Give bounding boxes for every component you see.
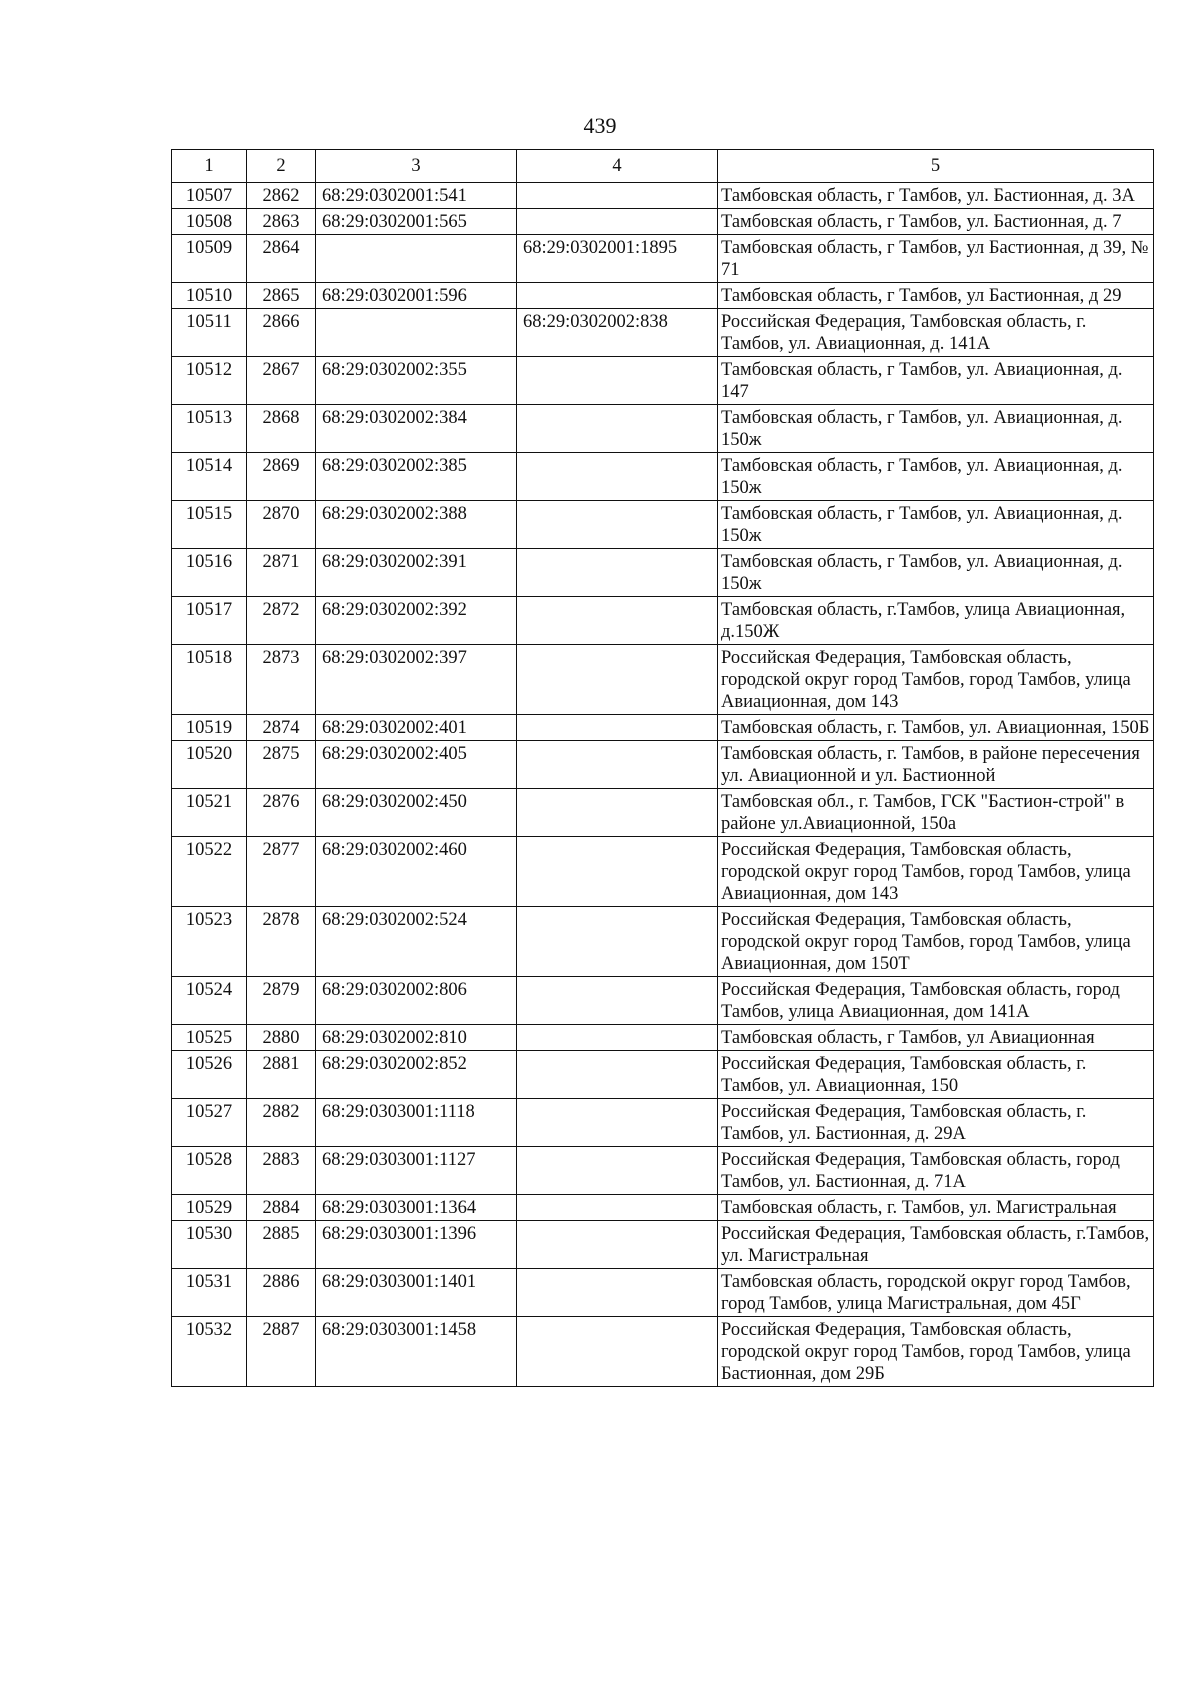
address-cell: Тамбовская область, г Тамбов, ул. Авиационная, д. 150ж bbox=[718, 405, 1154, 453]
cadastral-number-cell: 68:29:0302002:405 bbox=[316, 741, 517, 789]
address-cell: Российская Федерация, Тамбовская область, городской округ город Тамбов, город Тамбов, улица Бастионная, дом 29Б bbox=[718, 1317, 1154, 1387]
cadastral-number-alt-cell bbox=[517, 549, 718, 597]
index-cell: 2887 bbox=[247, 1317, 316, 1387]
index-cell: 2875 bbox=[247, 741, 316, 789]
table-row bbox=[172, 645, 1154, 715]
record-number-cell: 10527 bbox=[172, 1099, 247, 1147]
table-row bbox=[172, 1147, 1154, 1195]
address-cell: Российская Федерация, Тамбовская область, г. Тамбов, ул. Бастионная, д. 29А bbox=[718, 1099, 1154, 1147]
cadastral-number-alt-cell bbox=[517, 597, 718, 645]
cadastral-number-alt-cell bbox=[517, 1051, 718, 1099]
column-header: 2 bbox=[247, 150, 316, 183]
address-cell: Российская Федерация, Тамбовская область, г. Тамбов, ул. Авиационная, д. 141А bbox=[718, 309, 1154, 357]
index-cell: 2863 bbox=[247, 209, 316, 235]
table-row bbox=[172, 837, 1154, 907]
index-cell: 2862 bbox=[247, 183, 316, 209]
index-cell: 2866 bbox=[247, 309, 316, 357]
index-cell: 2867 bbox=[247, 357, 316, 405]
address-cell: Тамбовская область, г. Тамбов, в районе пересечения ул. Авиационной и ул. Бастионной bbox=[718, 741, 1154, 789]
address-cell: Российская Федерация, Тамбовская область, город Тамбов, улица Авиационная, дом 141А bbox=[718, 977, 1154, 1025]
record-number-cell: 10521 bbox=[172, 789, 247, 837]
index-cell: 2886 bbox=[247, 1269, 316, 1317]
cadastral-number-alt-cell bbox=[517, 1147, 718, 1195]
record-number-cell: 10529 bbox=[172, 1195, 247, 1221]
cadastral-number-alt-cell bbox=[517, 209, 718, 235]
cadastral-number-alt-cell bbox=[517, 977, 718, 1025]
record-number-cell: 10524 bbox=[172, 977, 247, 1025]
cadastral-number-cell: 68:29:0303001:1458 bbox=[316, 1317, 517, 1387]
cadastral-number-cell: 68:29:0302002:391 bbox=[316, 549, 517, 597]
record-number-cell: 10532 bbox=[172, 1317, 247, 1387]
record-number-cell: 10517 bbox=[172, 597, 247, 645]
cadastral-number-cell: 68:29:0302002:385 bbox=[316, 453, 517, 501]
record-number-cell: 10518 bbox=[172, 645, 247, 715]
record-number-cell: 10520 bbox=[172, 741, 247, 789]
cadastral-number-cell: 68:29:0303001:1364 bbox=[316, 1195, 517, 1221]
registry-table bbox=[171, 149, 1154, 1387]
cadastral-number-cell bbox=[316, 235, 517, 283]
cadastral-number-cell: 68:29:0303001:1118 bbox=[316, 1099, 517, 1147]
cadastral-number-cell: 68:29:0302002:397 bbox=[316, 645, 517, 715]
cadastral-number-cell: 68:29:0302002:355 bbox=[316, 357, 517, 405]
record-number-cell: 10513 bbox=[172, 405, 247, 453]
index-cell: 2877 bbox=[247, 837, 316, 907]
cadastral-number-cell: 68:29:0302002:852 bbox=[316, 1051, 517, 1099]
cadastral-number-cell: 68:29:0302001:541 bbox=[316, 183, 517, 209]
index-cell: 2872 bbox=[247, 597, 316, 645]
table-row bbox=[172, 501, 1154, 549]
record-number-cell: 10522 bbox=[172, 837, 247, 907]
cadastral-number-alt-cell bbox=[517, 501, 718, 549]
index-cell: 2882 bbox=[247, 1099, 316, 1147]
address-cell: Российская Федерация, Тамбовская область, г. Тамбов, ул. Авиационная, 150 bbox=[718, 1051, 1154, 1099]
address-cell: Тамбовская область, г Тамбов, ул Авиационная bbox=[718, 1025, 1154, 1051]
record-number-cell: 10515 bbox=[172, 501, 247, 549]
cadastral-number-cell: 68:29:0303001:1401 bbox=[316, 1269, 517, 1317]
cadastral-number-cell: 68:29:0302002:392 bbox=[316, 597, 517, 645]
table-row bbox=[172, 715, 1154, 741]
cadastral-number-cell: 68:29:0302002:384 bbox=[316, 405, 517, 453]
address-cell: Тамбовская область, г Тамбов, ул. Авиационная, д. 150ж bbox=[718, 453, 1154, 501]
index-cell: 2876 bbox=[247, 789, 316, 837]
record-number-cell: 10511 bbox=[172, 309, 247, 357]
index-cell: 2868 bbox=[247, 405, 316, 453]
cadastral-number-cell: 68:29:0302002:401 bbox=[316, 715, 517, 741]
table-row bbox=[172, 977, 1154, 1025]
index-cell: 2883 bbox=[247, 1147, 316, 1195]
index-cell: 2873 bbox=[247, 645, 316, 715]
table-row bbox=[172, 549, 1154, 597]
table-row bbox=[172, 209, 1154, 235]
address-cell: Тамбовская область, г.Тамбов, улица Авиационная, д.150Ж bbox=[718, 597, 1154, 645]
address-cell: Тамбовская область, г. Тамбов, ул. Магистральная bbox=[718, 1195, 1154, 1221]
index-cell: 2874 bbox=[247, 715, 316, 741]
table-row bbox=[172, 453, 1154, 501]
table-row bbox=[172, 1051, 1154, 1099]
cadastral-number-cell: 68:29:0302001:565 bbox=[316, 209, 517, 235]
address-cell: Тамбовская область, г Тамбов, ул Бастионная, д 39, № 71 bbox=[718, 235, 1154, 283]
address-cell: Тамбовская область, г Тамбов, ул. Авиационная, д. 150ж bbox=[718, 549, 1154, 597]
record-number-cell: 10531 bbox=[172, 1269, 247, 1317]
cadastral-number-cell: 68:29:0302001:596 bbox=[316, 283, 517, 309]
column-header: 5 bbox=[718, 150, 1154, 183]
index-cell: 2881 bbox=[247, 1051, 316, 1099]
cadastral-number-alt-cell bbox=[517, 789, 718, 837]
cadastral-number-cell: 68:29:0302002:810 bbox=[316, 1025, 517, 1051]
record-number-cell: 10510 bbox=[172, 283, 247, 309]
record-number-cell: 10525 bbox=[172, 1025, 247, 1051]
address-cell: Тамбовская область, г Тамбов, ул. Авиационная, д. 150ж bbox=[718, 501, 1154, 549]
address-cell: Российская Федерация, Тамбовская область, г.Тамбов, ул. Магистральная bbox=[718, 1221, 1154, 1269]
cadastral-number-cell: 68:29:0302002:524 bbox=[316, 907, 517, 977]
cadastral-number-alt-cell bbox=[517, 907, 718, 977]
index-cell: 2880 bbox=[247, 1025, 316, 1051]
record-number-cell: 10523 bbox=[172, 907, 247, 977]
page-number: 439 bbox=[583, 113, 617, 138]
table-row bbox=[172, 1099, 1154, 1147]
cadastral-number-alt-cell bbox=[517, 837, 718, 907]
table-row bbox=[172, 1269, 1154, 1317]
record-number-cell: 10508 bbox=[172, 209, 247, 235]
record-number-cell: 10516 bbox=[172, 549, 247, 597]
record-number-cell: 10530 bbox=[172, 1221, 247, 1269]
cadastral-number-alt-cell bbox=[517, 183, 718, 209]
cadastral-number-cell: 68:29:0302002:450 bbox=[316, 789, 517, 837]
table-row bbox=[172, 357, 1154, 405]
address-cell: Тамбовская область, г Тамбов, ул. Бастионная, д. 3А bbox=[718, 183, 1154, 209]
record-number-cell: 10509 bbox=[172, 235, 247, 283]
record-number-cell: 10528 bbox=[172, 1147, 247, 1195]
cadastral-number-cell: 68:29:0302002:388 bbox=[316, 501, 517, 549]
cadastral-number-alt-cell bbox=[517, 1099, 718, 1147]
cadastral-number-alt-cell bbox=[517, 405, 718, 453]
address-cell: Российская Федерация, Тамбовская область, город Тамбов, ул. Бастионная, д. 71А bbox=[718, 1147, 1154, 1195]
cadastral-number-cell bbox=[316, 309, 517, 357]
cadastral-number-alt-cell: 68:29:0302002:838 bbox=[517, 309, 718, 357]
cadastral-number-alt-cell bbox=[517, 1269, 718, 1317]
table-row bbox=[172, 789, 1154, 837]
cadastral-number-cell: 68:29:0303001:1127 bbox=[316, 1147, 517, 1195]
cadastral-number-alt-cell bbox=[517, 453, 718, 501]
table-row bbox=[172, 183, 1154, 209]
cadastral-number-alt-cell bbox=[517, 741, 718, 789]
address-cell: Тамбовская область, городской округ город Тамбов, город Тамбов, улица Магистральная, дом 45Г bbox=[718, 1269, 1154, 1317]
table-row bbox=[172, 283, 1154, 309]
record-number-cell: 10519 bbox=[172, 715, 247, 741]
record-number-cell: 10507 bbox=[172, 183, 247, 209]
address-cell: Тамбовская область, г Тамбов, ул Бастионная, д 29 bbox=[718, 283, 1154, 309]
address-cell: Российская Федерация, Тамбовская область, городской округ город Тамбов, город Тамбов, улица Авиационная, дом 143 bbox=[718, 837, 1154, 907]
table-row bbox=[172, 405, 1154, 453]
cadastral-number-alt-cell bbox=[517, 283, 718, 309]
address-cell: Тамбовская обл., г. Тамбов, ГСК "Бастион-строй" в районе ул.Авиационной, 150а bbox=[718, 789, 1154, 837]
cadastral-number-alt-cell bbox=[517, 715, 718, 741]
table-row bbox=[172, 1317, 1154, 1387]
cadastral-number-alt-cell bbox=[517, 1195, 718, 1221]
index-cell: 2878 bbox=[247, 907, 316, 977]
index-cell: 2869 bbox=[247, 453, 316, 501]
record-number-cell: 10512 bbox=[172, 357, 247, 405]
index-cell: 2865 bbox=[247, 283, 316, 309]
table-row bbox=[172, 1221, 1154, 1269]
cadastral-number-cell: 68:29:0303001:1396 bbox=[316, 1221, 517, 1269]
index-cell: 2884 bbox=[247, 1195, 316, 1221]
address-cell: Тамбовская область, г Тамбов, ул. Авиационная, д. 147 bbox=[718, 357, 1154, 405]
record-number-cell: 10526 bbox=[172, 1051, 247, 1099]
index-cell: 2864 bbox=[247, 235, 316, 283]
table-row bbox=[172, 1195, 1154, 1221]
index-cell: 2871 bbox=[247, 549, 316, 597]
record-number-cell: 10514 bbox=[172, 453, 247, 501]
address-cell: Тамбовская область, г Тамбов, ул. Бастионная, д. 7 bbox=[718, 209, 1154, 235]
cadastral-number-alt-cell bbox=[517, 357, 718, 405]
table-row bbox=[172, 597, 1154, 645]
cadastral-number-alt-cell bbox=[517, 645, 718, 715]
index-cell: 2879 bbox=[247, 977, 316, 1025]
index-cell: 2870 bbox=[247, 501, 316, 549]
cadastral-number-cell: 68:29:0302002:460 bbox=[316, 837, 517, 907]
cadastral-number-alt-cell bbox=[517, 1025, 718, 1051]
address-cell: Тамбовская область, г. Тамбов, ул. Авиационная, 150Б bbox=[718, 715, 1154, 741]
address-cell: Российская Федерация, Тамбовская область, городской округ город Тамбов, город Тамбов, улица Авиационная, дом 143 bbox=[718, 645, 1154, 715]
column-header: 3 bbox=[316, 150, 517, 183]
column-header: 4 bbox=[517, 150, 718, 183]
header-row bbox=[172, 150, 1154, 183]
cadastral-number-alt-cell bbox=[517, 1221, 718, 1269]
table-row bbox=[172, 907, 1154, 977]
table-row bbox=[172, 741, 1154, 789]
table-row bbox=[172, 309, 1154, 357]
cadastral-number-alt-cell: 68:29:0302001:1895 bbox=[517, 235, 718, 283]
cadastral-number-cell: 68:29:0302002:806 bbox=[316, 977, 517, 1025]
index-cell: 2885 bbox=[247, 1221, 316, 1269]
table-row bbox=[172, 235, 1154, 283]
cadastral-number-alt-cell bbox=[517, 1317, 718, 1387]
address-cell: Российская Федерация, Тамбовская область, городской округ город Тамбов, город Тамбов, улица Авиационная, дом 150Т bbox=[718, 907, 1154, 977]
table-row bbox=[172, 1025, 1154, 1051]
column-header: 1 bbox=[172, 150, 247, 183]
